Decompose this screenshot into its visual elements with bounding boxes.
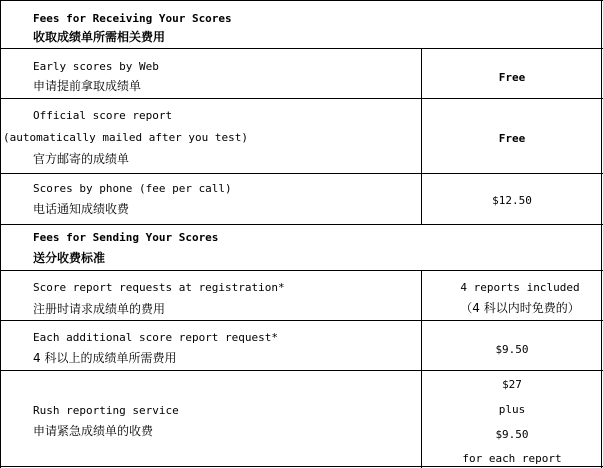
row-divider bbox=[0, 48, 603, 49]
row-label-en: Scores by phone (fee per call) bbox=[33, 182, 232, 195]
row-divider bbox=[0, 98, 603, 99]
row-value: Free bbox=[498, 132, 526, 145]
row-value-zh: （4 科以内时免费的） bbox=[460, 301, 580, 315]
row-label-zh: 申请紧急成绩单的收费 bbox=[33, 424, 154, 438]
row-label-zh: 电话通知成绩收费 bbox=[33, 202, 130, 216]
row-label-en: Score report requests at registration* bbox=[33, 281, 285, 294]
row-label-zh: 注册时请求成绩单的费用 bbox=[33, 302, 166, 316]
row-value: $27 bbox=[502, 378, 522, 391]
border-left bbox=[0, 0, 1, 468]
row-value: Free bbox=[498, 71, 526, 84]
section-title-en: Fees for Receiving Your Scores bbox=[33, 12, 232, 25]
row-divider bbox=[0, 224, 603, 225]
section-title-zh: 送分收费标准 bbox=[33, 251, 106, 265]
row-label-zh: 申请提前拿取成绩单 bbox=[33, 79, 142, 93]
row-label-en: Each additional score report request* bbox=[33, 331, 279, 344]
row-label-en: Early scores by Web bbox=[33, 60, 159, 73]
border-top bbox=[0, 0, 603, 1]
row-value: 4 reports included bbox=[460, 281, 580, 294]
row-value: $9.50 bbox=[495, 343, 529, 356]
row-label-zh: 4 科以上的成绩单所需费用 bbox=[33, 351, 177, 365]
row-value: plus bbox=[498, 403, 526, 416]
row-label-zh: 官方邮寄的成绩单 bbox=[33, 152, 130, 166]
row-value: $9.50 bbox=[495, 428, 529, 441]
row-divider bbox=[0, 173, 603, 174]
row-value: $12.50 bbox=[492, 194, 532, 207]
row-divider bbox=[0, 320, 603, 321]
border-bottom bbox=[0, 466, 603, 467]
row-label-en: Official score report bbox=[33, 109, 173, 122]
row-divider bbox=[0, 270, 603, 271]
section-title-zh: 收取成绩单所需相关费用 bbox=[33, 30, 166, 44]
row-label-en: Rush reporting service bbox=[33, 404, 179, 417]
row-label-en: (automatically mailed after you test) bbox=[3, 131, 249, 144]
row-divider bbox=[0, 370, 603, 371]
row-value: for each report bbox=[462, 452, 562, 465]
section-title-en: Fees for Sending Your Scores bbox=[33, 231, 219, 244]
